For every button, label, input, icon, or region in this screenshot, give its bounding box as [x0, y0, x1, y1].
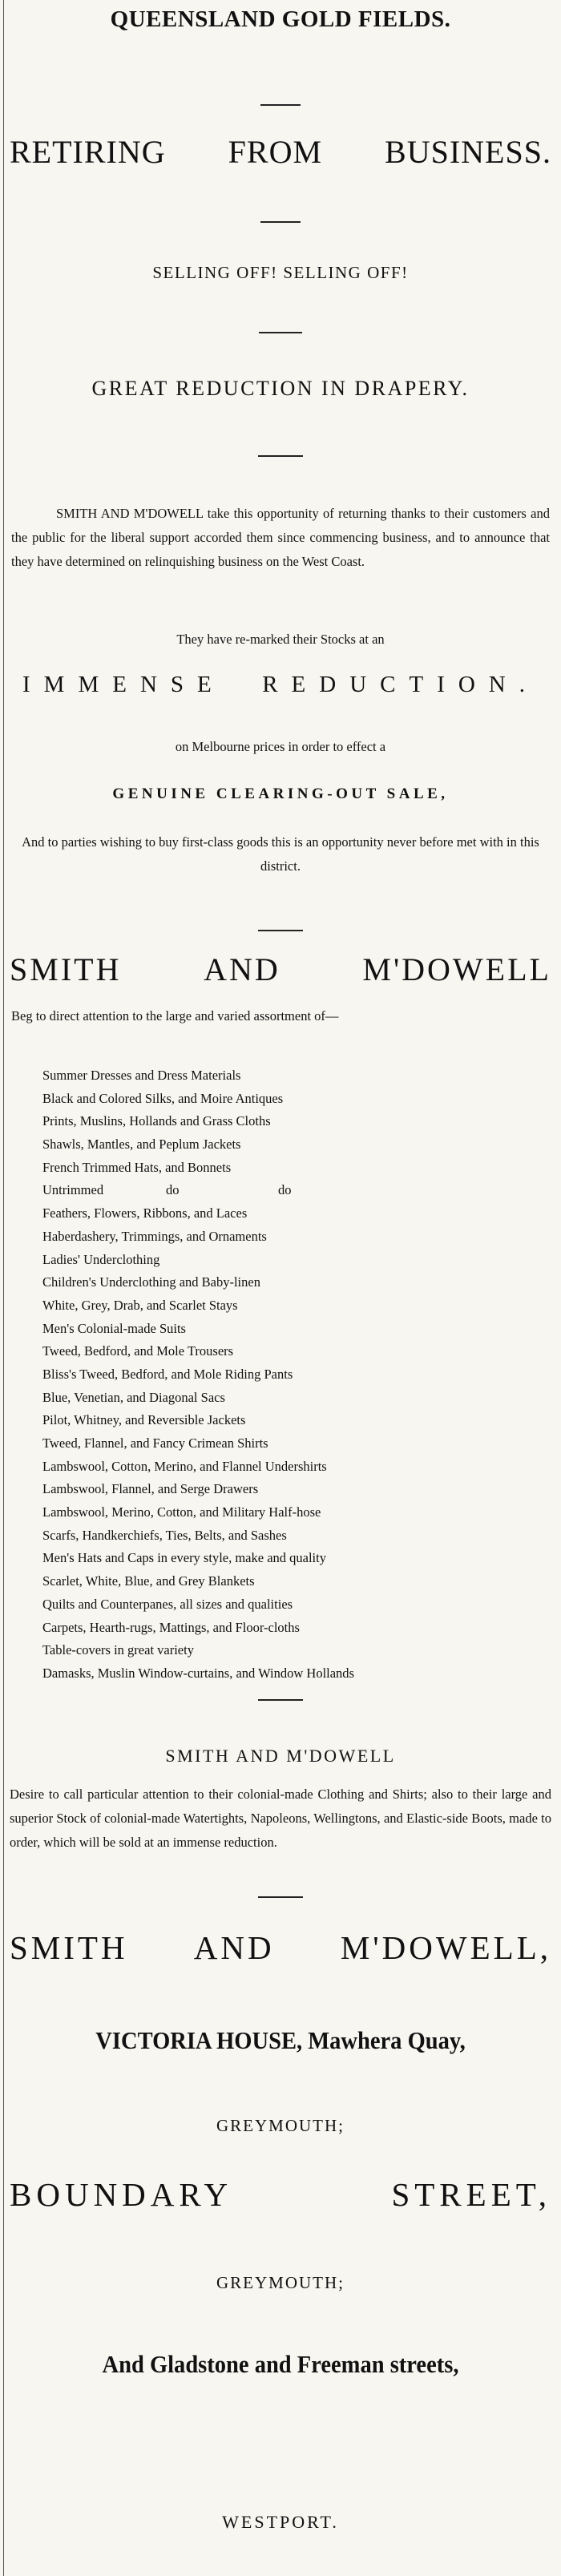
- firm-word: AND: [204, 951, 280, 987]
- list-item: Pilot, Whitney, and Reversible Jackets: [42, 1412, 246, 1428]
- firm-name-subheading: SMITH AND M'DOWELL: [165, 1746, 396, 1766]
- firm-word: AND: [193, 1929, 275, 1966]
- list-item: Children's Underclothing and Baby-linen: [42, 1274, 260, 1290]
- divider: [258, 1699, 303, 1701]
- great-reduction-heading: GREAT REDUCTION IN DRAPERY.: [91, 377, 470, 400]
- retiring-headline: [10, 133, 551, 171]
- page-title: QUEENSLAND GOLD FIELDS.: [110, 6, 451, 32]
- list-item: Scarfs, Handkerchiefs, Ties, Belts, and Sashes: [42, 1527, 287, 1543]
- untrimmed-label: Untrimmed: [42, 1182, 104, 1198]
- firm-word: SMITH: [10, 951, 122, 987]
- list-item: Black and Colored Silks, and Moire Antiques: [42, 1090, 284, 1106]
- divider: [258, 1896, 303, 1898]
- clearing-sale-line: GENUINE CLEARING-OUT SALE,: [112, 785, 449, 802]
- immense-reduction-line: [22, 672, 539, 698]
- list-item: Damasks, Muslin Window-curtains, and Window Hollands: [42, 1665, 354, 1681]
- westport-line: WESTPORT.: [222, 2512, 339, 2532]
- gladstone-freeman-address: And Gladstone and Freeman streets,: [102, 2350, 459, 2378]
- list-item: Men's Hats and Caps in every style, make and quality: [42, 1550, 326, 1566]
- list-item: Lambswool, Merino, Cotton, and Military Half-hose: [42, 1504, 321, 1520]
- divider: [258, 930, 303, 931]
- goods-list: [42, 1064, 354, 1686]
- ditto-mark: do: [166, 1182, 180, 1198]
- list-item: Quilts and Counterpanes, all sizes and qualities: [42, 1596, 293, 1612]
- victoria-house-address: VICTORIA HOUSE, Mawhera Quay,: [95, 2026, 466, 2054]
- list-item-untrimmed: [42, 1179, 354, 1202]
- headline-word: BUSINESS.: [385, 134, 551, 170]
- headline-word: FROM: [228, 134, 323, 170]
- list-item: Bliss's Tweed, Bedford, and Mole Riding Pants: [42, 1366, 293, 1382]
- ditto-mark: do: [278, 1182, 292, 1198]
- greymouth-line: GREYMOUTH;: [216, 2116, 345, 2135]
- list-item: Summer Dresses and Dress Materials: [42, 1068, 241, 1083]
- list-item: Carpets, Hearth-rugs, Mattings, and Floor-cloths: [42, 1619, 300, 1635]
- list-item: Blue, Venetian, and Diagonal Sacs: [42, 1389, 225, 1405]
- boundary-word: BOUNDARY: [10, 2176, 233, 2213]
- list-item: Tweed, Bedford, and Mole Trousers: [42, 1343, 234, 1359]
- firm-word: M'DOWELL,: [340, 1929, 551, 1966]
- opportunity-paragraph: And to parties wishing to buy first-class goods this is an opportunity never before met with in this district.: [22, 834, 539, 874]
- reduction-word: REDUCTION.: [262, 672, 539, 697]
- ornament-divider: [259, 332, 302, 333]
- list-item: Ladies' Underclothing: [42, 1251, 160, 1267]
- street-word: STREET,: [391, 2176, 551, 2213]
- list-item: Table-covers in great variety: [42, 1642, 194, 1658]
- list-item: Feathers, Flowers, Ribbons, and Laces: [42, 1205, 248, 1221]
- list-item: Lambswool, Cotton, Merino, and Flannel Undershirts: [42, 1458, 327, 1474]
- greymouth-line: GREYMOUTH;: [216, 2273, 345, 2292]
- footer-firm-name: [10, 1928, 551, 1967]
- list-item: White, Grey, Drab, and Scarlet Stays: [42, 1297, 238, 1313]
- divider: [258, 455, 303, 457]
- headline-word: RETIRING: [10, 134, 166, 170]
- firm-word: M'DOWELL: [362, 951, 551, 987]
- list-item: Haberdashery, Trimmings, and Ornaments: [42, 1228, 267, 1244]
- intro-paragraph: SMITH AND M'DOWELL take this opportunity of returning thanks to their customers and the public for the liberal support accorded them since commencing business, and to announce that they have determined on relinquishing business on the West Coast.: [11, 506, 550, 569]
- divider: [260, 221, 301, 223]
- list-item: Scarlet, White, Blue, and Grey Blankets: [42, 1573, 255, 1589]
- assortment-intro: Beg to direct attention to the large and varied assortment of—: [11, 1008, 339, 1024]
- list-item: Tweed, Flannel, and Fancy Crimean Shirts: [42, 1435, 268, 1451]
- selling-off-line: SELLING OFF! SELLING OFF!: [152, 263, 409, 282]
- list-item: Lambswool, Flannel, and Serge Drawers: [42, 1481, 259, 1497]
- list-item: Men's Colonial-made Suits: [42, 1320, 186, 1336]
- list-item: Prints, Muslins, Hollands and Grass Cloths: [42, 1113, 271, 1129]
- list-item: French Trimmed Hats, and Bonnets: [42, 1159, 232, 1175]
- list-item: Shawls, Mantles, and Peplum Jackets: [42, 1137, 241, 1153]
- firm-word: SMITH: [10, 1929, 128, 1966]
- boundary-street-line: [10, 2175, 551, 2214]
- divider: [260, 104, 301, 106]
- colonial-goods-paragraph: Desire to call particular attention to their colonial-made Clothing and Shirts; also to their large and superior Stock of colonial-made Watertights, Napoleons, Wellingtons, and Elastic-side Boots, made to order, which will be sold at an immense reduction.: [10, 1787, 551, 1850]
- firm-name-heading: [10, 951, 551, 988]
- remarked-line: They have re-marked their Stocks at an: [176, 632, 385, 647]
- melbourne-line: on Melbourne prices in order to effect a: [175, 739, 386, 754]
- immense-word: IMMENSE: [22, 672, 225, 697]
